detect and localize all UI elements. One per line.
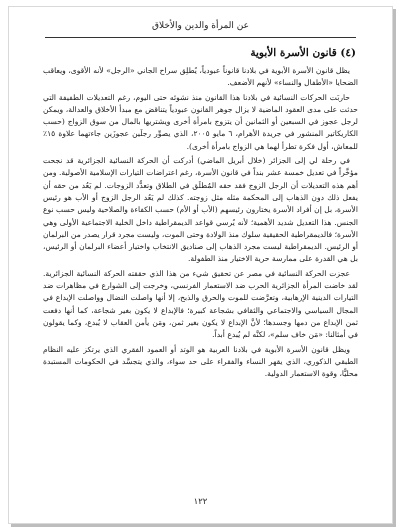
body-text (43, 65, 358, 382)
page-number: ١٢٢ (193, 497, 208, 507)
book-page (8, 6, 393, 524)
paragraph: يظل قانون الأسرة الأبوية في بلادنا قانوناً عبودياً، يُطلِق سراح الجاني «الرجل» لأنه الأقوى، ويعاقب الضحايا «الأطفال والنساء» لأنهم الأضعف. (43, 66, 358, 88)
running-header: عن المرأة والدين والأخلاق (152, 21, 249, 31)
paragraph: حاربَت الحركات النسائية في بلادنا هذا القانون منذ نشوئه حتى اليوم، رغم التعديلات الطفيفة التي حدثت على مدى العقود الماضية لا يزال جوهر القانون عبودياً يتناقض مع مبدأ الأخلاق والعدالة، ويمكن لرجل عجوز في السبعين أو الثمانين أن يتزوج بامرأة أخرى ويشتريها بالمال من سوق الزواج (حسب الكاريكاتير المنشور في جريدة الأهرام، ٦ مايو ٢٠٠٥، الذي يصوِّر رجلَين عجوزَين جاءتهما علاوة ١٥٪ للمعاش، أول فكرة تطرأ لهما هي الزواج بامرأة أخرى). (43, 92, 358, 151)
paragraph: ويظل قانون الأسرة الأبوية في بلادنا العربية هو الوتد أو العمود الفقري الذي يرتكز عليه النظام الطبقي الذكوري، الذي يقهر النساء والفقراء على حد سواء، والذي يتجسَّد في الحكومات المستبدة محليًّا، وقوة الاستعمار الدولية. (43, 344, 358, 379)
section-title: (٤) قانون الأسرة الأبوية (250, 47, 356, 59)
paragraph: في رحلة لي إلى الجزائر (خلال أبريل الماضي) أدركت أن الحركة النسائية الجزائرية قد نجحت مؤخَّراً في تعديل خمسة عشر بنداً في قانون الأسرة، رغم اعتراضات التيارات الإسلامية الأصولية. ومن أهم هذه التعديلات أن الرجل الزوج فقد حقه المُطلَق في الطلاق وتعدُّد الزوجات. لم يَعُد من حقه أن يفعل ذلك دون الذهاب إلى المحكمة مثله مثل زوجته. كذلك لم يَعُد الرجل الزوج أو الأب هو رئيس الأسرة، بل إن أفراد الأسرة يختارون رئيسهم (الأب أو الأم) حسب الكفاءة والصلاحية وليس حسب نوع الجنس. هذا التعديل شديد الأهمية؛ لأنه يُرسي قواعد الديمقراطية داخل الخلية الاجتماعية الأولى وهي الأسرة؛ فالديمقراطية الحقيقية سلوك منذ الولادة وحتى الموت، وليست مجرد قرار يصدر من البرلمان أو الرئيس. الديمقراطية ليست مجرد الذهاب إلى صناديق الانتخاب واختيار أعضاء البرلمان أو الرئيس، بل هي القدرة على ممارسة حرية الاختيار منذ الطفولة. (43, 156, 358, 264)
paragraph: عجزت الحركة النسائية في مصر عن تحقيق شيء من هذا الذي حققته الحركة النسائية الجزائرية. لقد خاضت المرأة الجزائرية الحرب ضد الاستعمار الفرنسي، وخرجت إلى الشوارع في مظاهرات ضد التيارات الدينية الإرهابية، وتعرَّضت للموت والحرق والذبح، إلا أنها واصلت النضال وواصلت الإبداع في المجال السياسي والاجتماعي والثقافي بشجاعة كبيرة؛ فالإبداع لا يكون بغير شجاعة، كما أنها دفعت ثمن الإبداع من دمها وجسدها؛ لأنَّ الإبداع لا يكون بغير ثمن، ومَن يأمن العقاب لا يُبدع، وكما يقولون في أمثالنا: «مَن خاف سلم»، لكنَّه لم يُبدع أبداً. (43, 268, 358, 340)
header-rule (45, 37, 356, 38)
